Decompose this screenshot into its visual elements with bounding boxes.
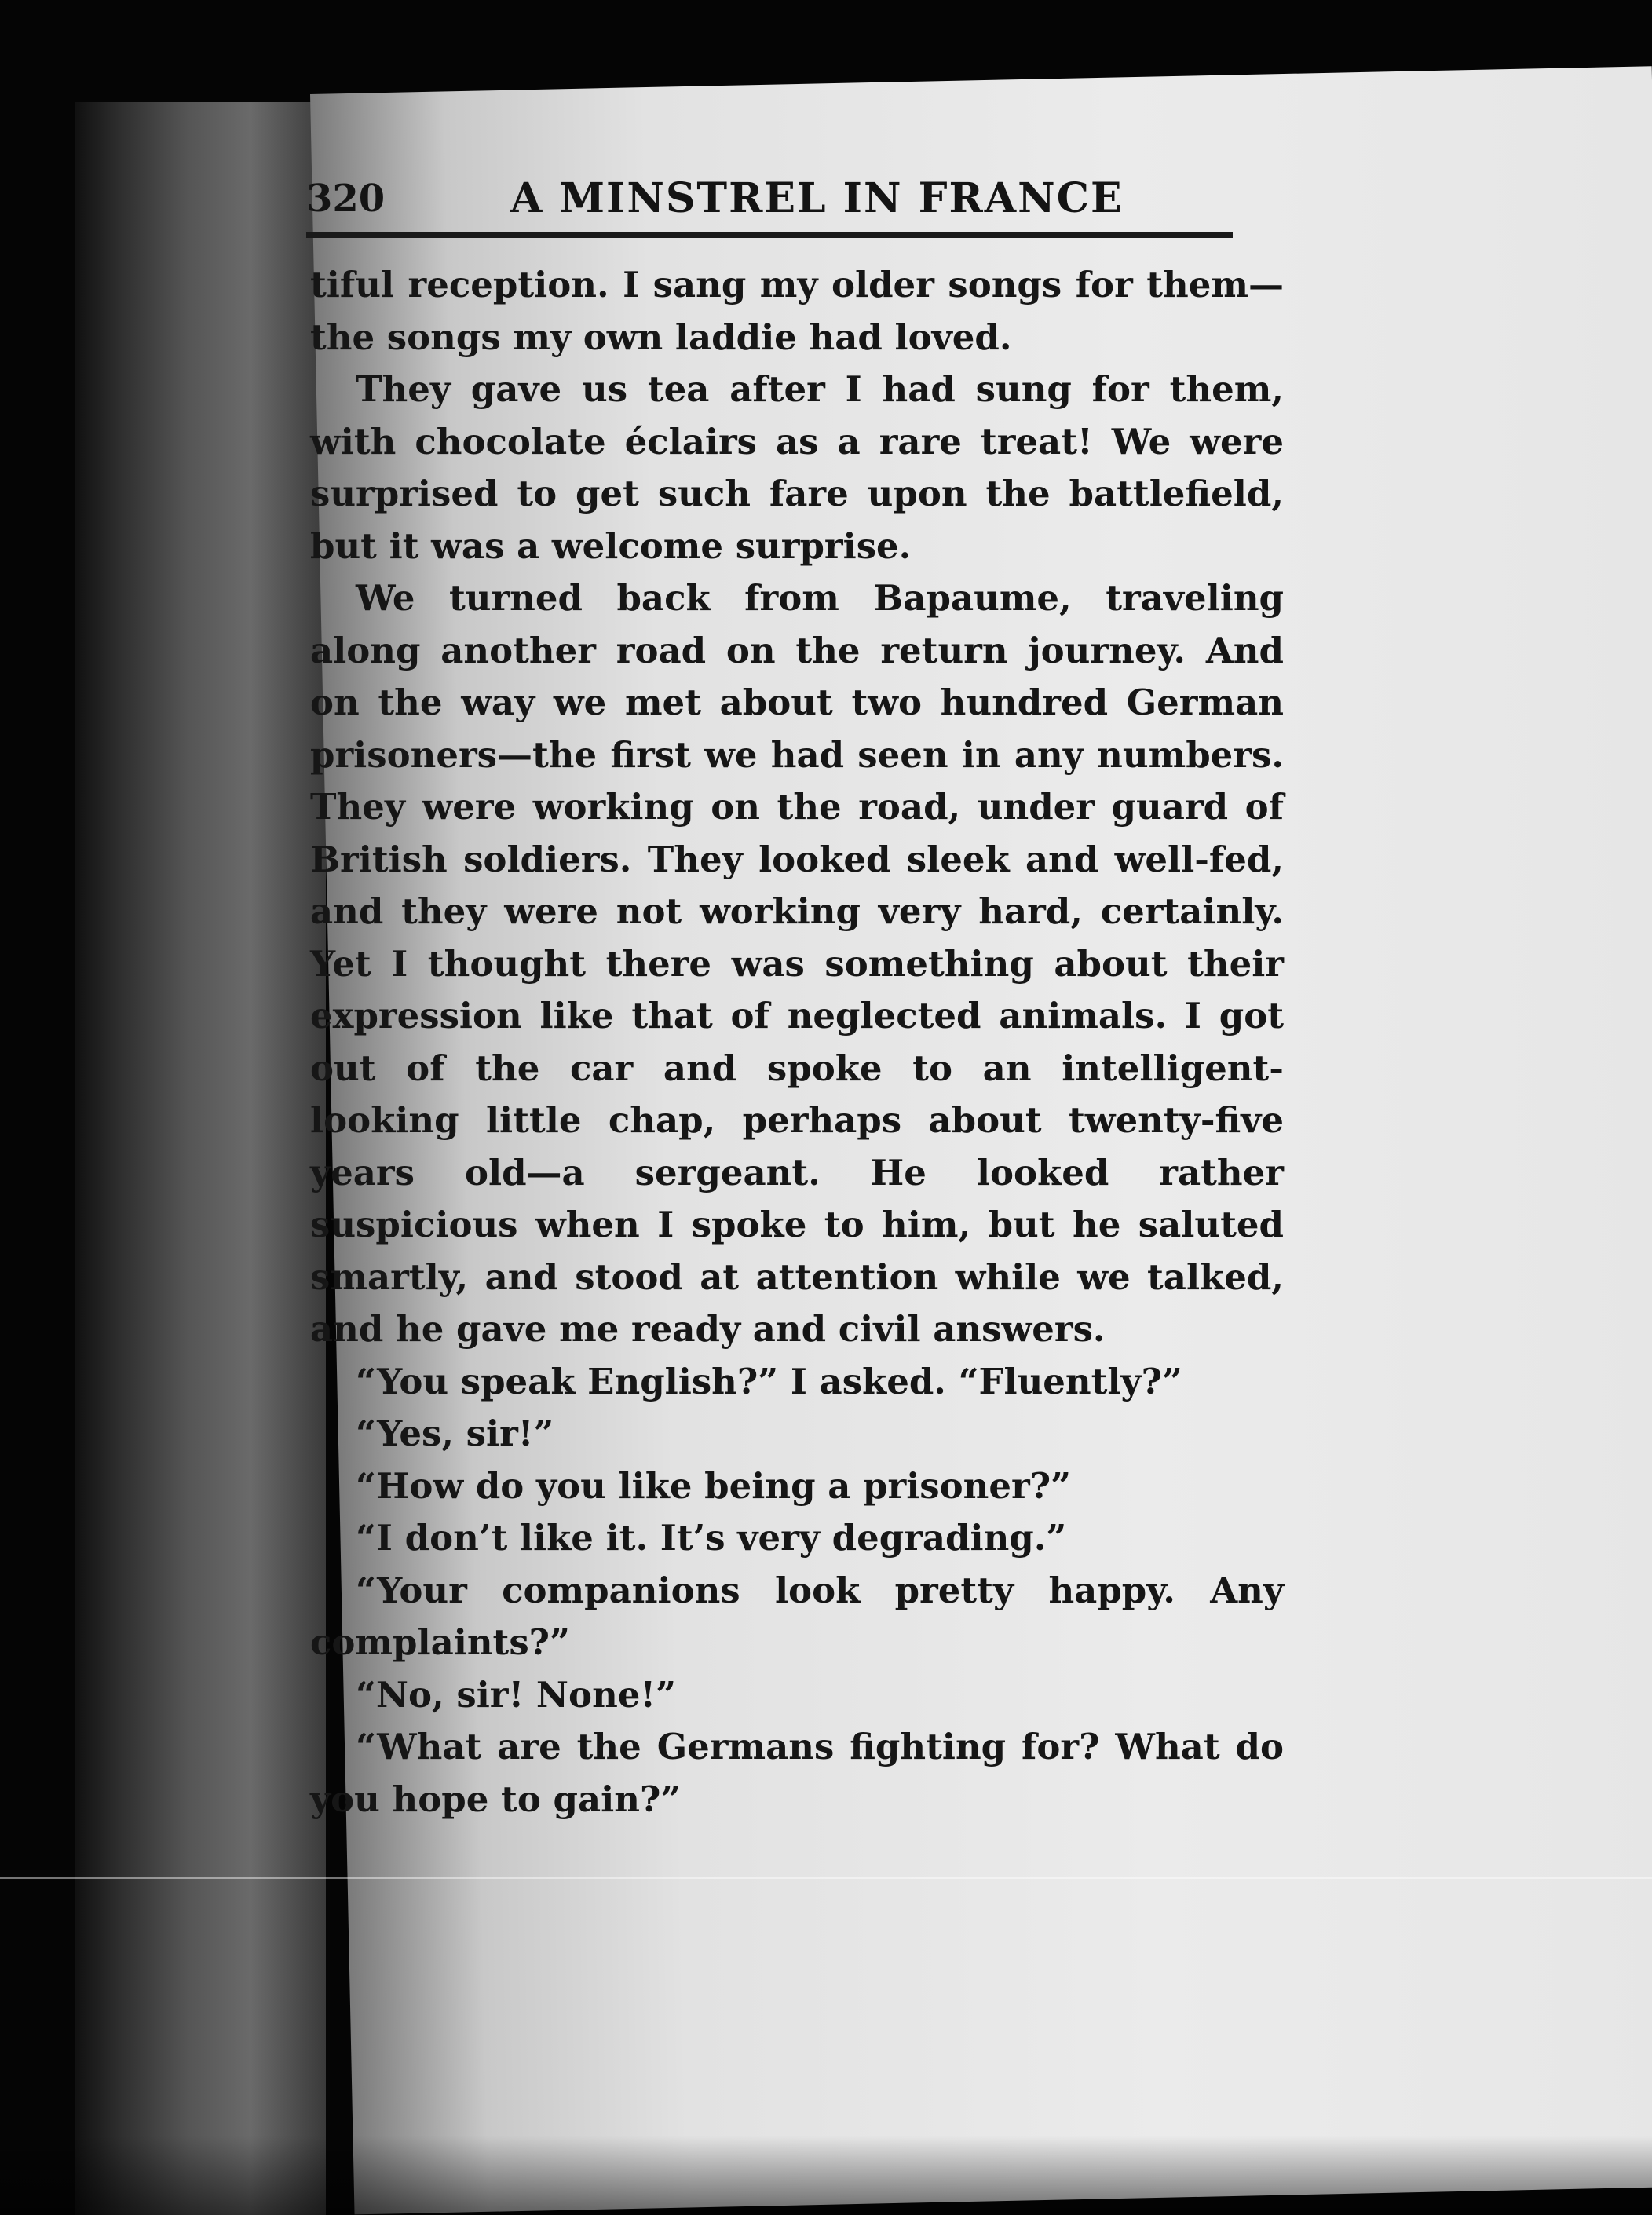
scan-scratch-line [0,1877,1652,1879]
paragraph: tiful reception. I sang my older songs for them—the songs my own laddie had loved. [310,264,1284,358]
dialogue-line: “How do you like being a prisoner?” [356,1464,1071,1507]
dialogue-line: “What are the Germans fighting for? What do you hope to gain?” [310,1726,1284,1820]
dialogue-line: “I don’t like it. It’s very degrading.” [356,1517,1067,1559]
dialogue-line: “No, sir! None!” [356,1673,677,1716]
paragraph: They gave us tea after I had sung for them, with chocolate éclairs as a rare treat! We were surprised to get such fare upon the battlefield, but it was a welcome surprise. [310,368,1284,567]
page-number: 320 [306,177,386,221]
book-spine-shadow [75,102,326,2215]
page-header [306,157,1248,243]
body-text [310,259,1284,1826]
dialogue-line: “Your companions look pretty happy. Any complaints?” [310,1569,1284,1663]
dialogue-line: “Yes, sir!” [356,1413,554,1454]
running-head: A MINSTREL IN FRANCE [510,174,1124,222]
header-rule [306,232,1233,238]
paragraph: We turned back from Bapaume, traveling along another road on the return journey. And on the way we met about two hundred German prisoners—the first we had seen in any numbers. They were working on the road, under guard of British soldiers. They looked sleek and well-fed, and they were not working very hard, certainly. Yet I thought there was something about their expression like that of neglected animals. I got out of the car and spoke to an intelligent-looking little chap, perhaps about twenty-five years old—a sergeant. He looked rather suspicious when I spoke to him, but he saluted smartly, and stood at attention while we talked, and he gave me ready and civil answers. [310,577,1284,1350]
dialogue-line: “You speak English?” I asked. “Fluently?” [356,1360,1182,1402]
bottom-shadow [0,2136,1652,2215]
